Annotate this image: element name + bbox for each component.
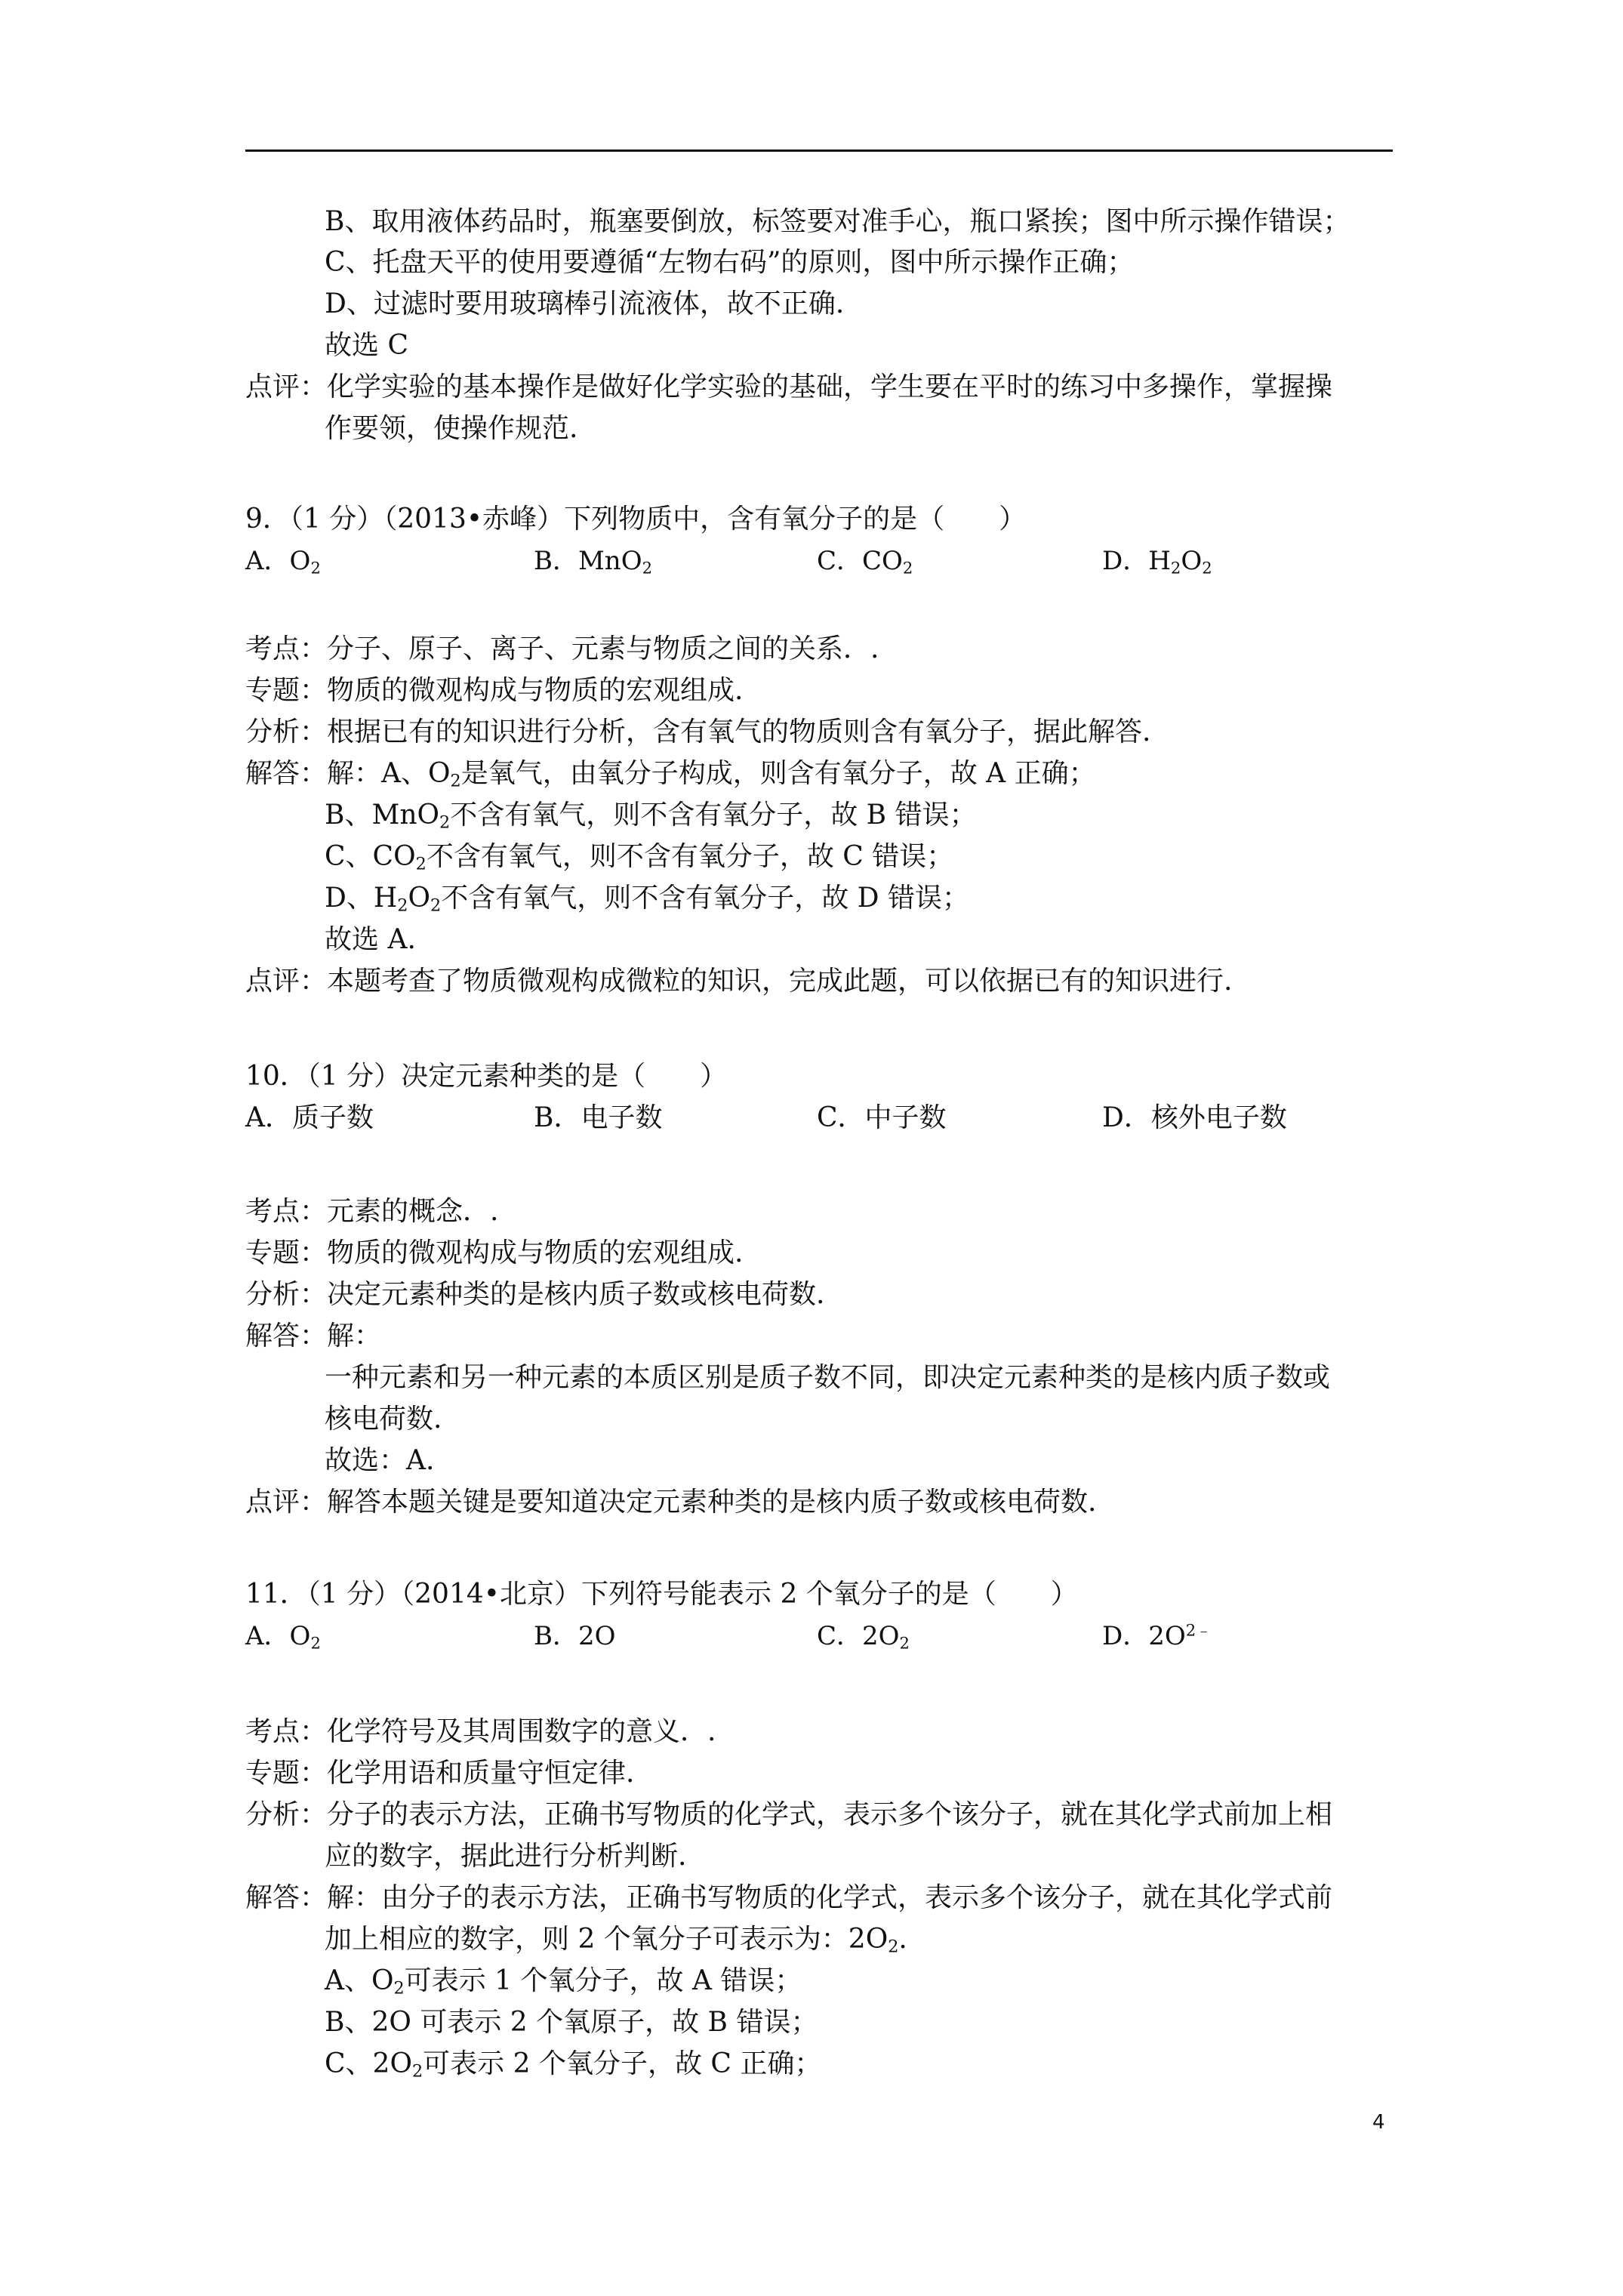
q9-jieda-d: D、$H_2O_2$不含有氧气，则不含有氧分子，故 D 错误； (325, 883, 969, 916)
q11-option-a: A．$O_2$ (245, 1621, 321, 1653)
prev-review: 点评：化学实验的基本操作是做好化学实验的基础，学生要在平时的练习中多操作，掌握操 (245, 371, 1333, 402)
q10-fenxi: 分析：决定元素种类的是核内质子数或核电荷数. (245, 1279, 825, 1310)
prev-review-cont: 作要领，使操作规范. (325, 413, 578, 444)
q10-kaodian: 考点：元素的概念．. (245, 1196, 499, 1227)
prev-analysis-d: D、过滤时要用玻璃棒引流液体，故不正确. (325, 288, 845, 319)
q9-option-a: A．$O_2$ (245, 546, 321, 578)
q9-dianping: 点评：本题考查了物质微观构成微粒的知识，完成此题，可以依据已有的知识进行. (245, 966, 1233, 997)
q11-zhuanti: 专题：化学用语和质量守恒定律. (245, 1758, 635, 1789)
q9-jieda: 解答：解：A、$O_2$是氧气，由氧分子构成，则含有氧分子，故 A 正确； (245, 758, 1096, 791)
q11-jieda-b: B、2O 可表示 2 个氧原子，故 B 错误； (325, 2007, 818, 2038)
q10-option-b: B．电子数 (534, 1102, 663, 1133)
q9-option-b: B．MnO$_2$ (534, 546, 652, 578)
q11-jieda-cont: 加上相应的数字，则 2 个氧分子可表示为：$2O_2$. (325, 1924, 907, 1957)
q11-jieda: 解答：解：由分子的表示方法，正确书写物质的化学式，表示多个该分子，就在其化学式前 (245, 1882, 1333, 1913)
q9-option-c: C．$CO_2$ (817, 546, 913, 578)
page-number: 4 (1372, 2111, 1385, 2134)
q10-zhuanti: 专题：物质的微观构成与物质的宏观组成. (245, 1237, 744, 1268)
q11-jieda-a: A、$O_2$可表示 1 个氧分子，故 A 错误； (325, 1965, 802, 1999)
q11-kaodian: 考点：化学符号及其周围数字的意义．. (245, 1716, 716, 1747)
q11-jieda-c: C、$2O_2$可表示 2 个氧分子，故 C 正确； (325, 2048, 822, 2082)
q10-option-c: C．中子数 (817, 1102, 947, 1133)
q10-body-2: 核电荷数. (325, 1404, 442, 1435)
q10-dianping: 点评：解答本题关键是要知道决定元素种类的是核内质子数或核电荷数. (245, 1487, 1097, 1518)
q9-option-d: D．$H_2O_2$ (1102, 546, 1212, 578)
q11-fenxi-cont: 应的数字，据此进行分析判断. (325, 1841, 687, 1872)
header-rule (245, 149, 1393, 152)
q10-answer: 故选：A. (325, 1445, 435, 1476)
q11-option-b: B．2O (534, 1621, 616, 1651)
q11-stem: 11．（1 分）（2014•北京）下列符号能表示 2 个氧分子的是（ ） (245, 1579, 1078, 1610)
q9-jieda-b: B、MnO$_2$不含有氧气，则不含有氧分子，故 B 错误； (325, 800, 977, 833)
q11-option-c: C．$2O_2$ (817, 1621, 910, 1653)
q10-body-1: 一种元素和另一种元素的本质区别是质子数不同，即决定元素种类的是核内质子数或 (325, 1362, 1331, 1393)
q10-jieda: 解答：解： (245, 1321, 382, 1351)
prev-analysis-c: C、托盘天平的使用要遵循“左物右码”的原则，图中所示操作正确； (325, 247, 1135, 278)
q10-option-d: D．核外电子数 (1102, 1102, 1287, 1133)
prev-answer: 故选 C (325, 330, 408, 361)
q9-zhuanti: 专题：物质的微观构成与物质的宏观组成. (245, 675, 744, 706)
prev-analysis-b: B、取用液体药品时，瓶塞要倒放，标签要对准手心，瓶口紧挨；图中所示操作错误； (325, 206, 1350, 237)
q10-stem: 10．（1 分）决定元素种类的是（ ） (245, 1061, 728, 1092)
q9-kaodian: 考点：分子、原子、离子、元素与物质之间的关系．. (245, 633, 879, 664)
q9-jieda-c: C、$CO_2$不含有氧气，则不含有氧分子，故 C 错误； (325, 841, 954, 874)
q9-fenxi: 分析：根据已有的知识进行分析，含有氧气的物质则含有氧分子，据此解答. (245, 717, 1151, 747)
q11-fenxi: 分析：分子的表示方法，正确书写物质的化学式，表示多个该分子，就在其化学式前加上相 (245, 1799, 1333, 1830)
q9-answer: 故选 A. (325, 924, 416, 955)
q9-stem: 9．（1 分）（2013•赤峰）下列物质中，含有氧分子的是（ ） (245, 504, 1027, 535)
q11-option-d: D．$2O^{2﹣}$ (1102, 1620, 1212, 1651)
q10-option-a: A．质子数 (245, 1102, 374, 1133)
